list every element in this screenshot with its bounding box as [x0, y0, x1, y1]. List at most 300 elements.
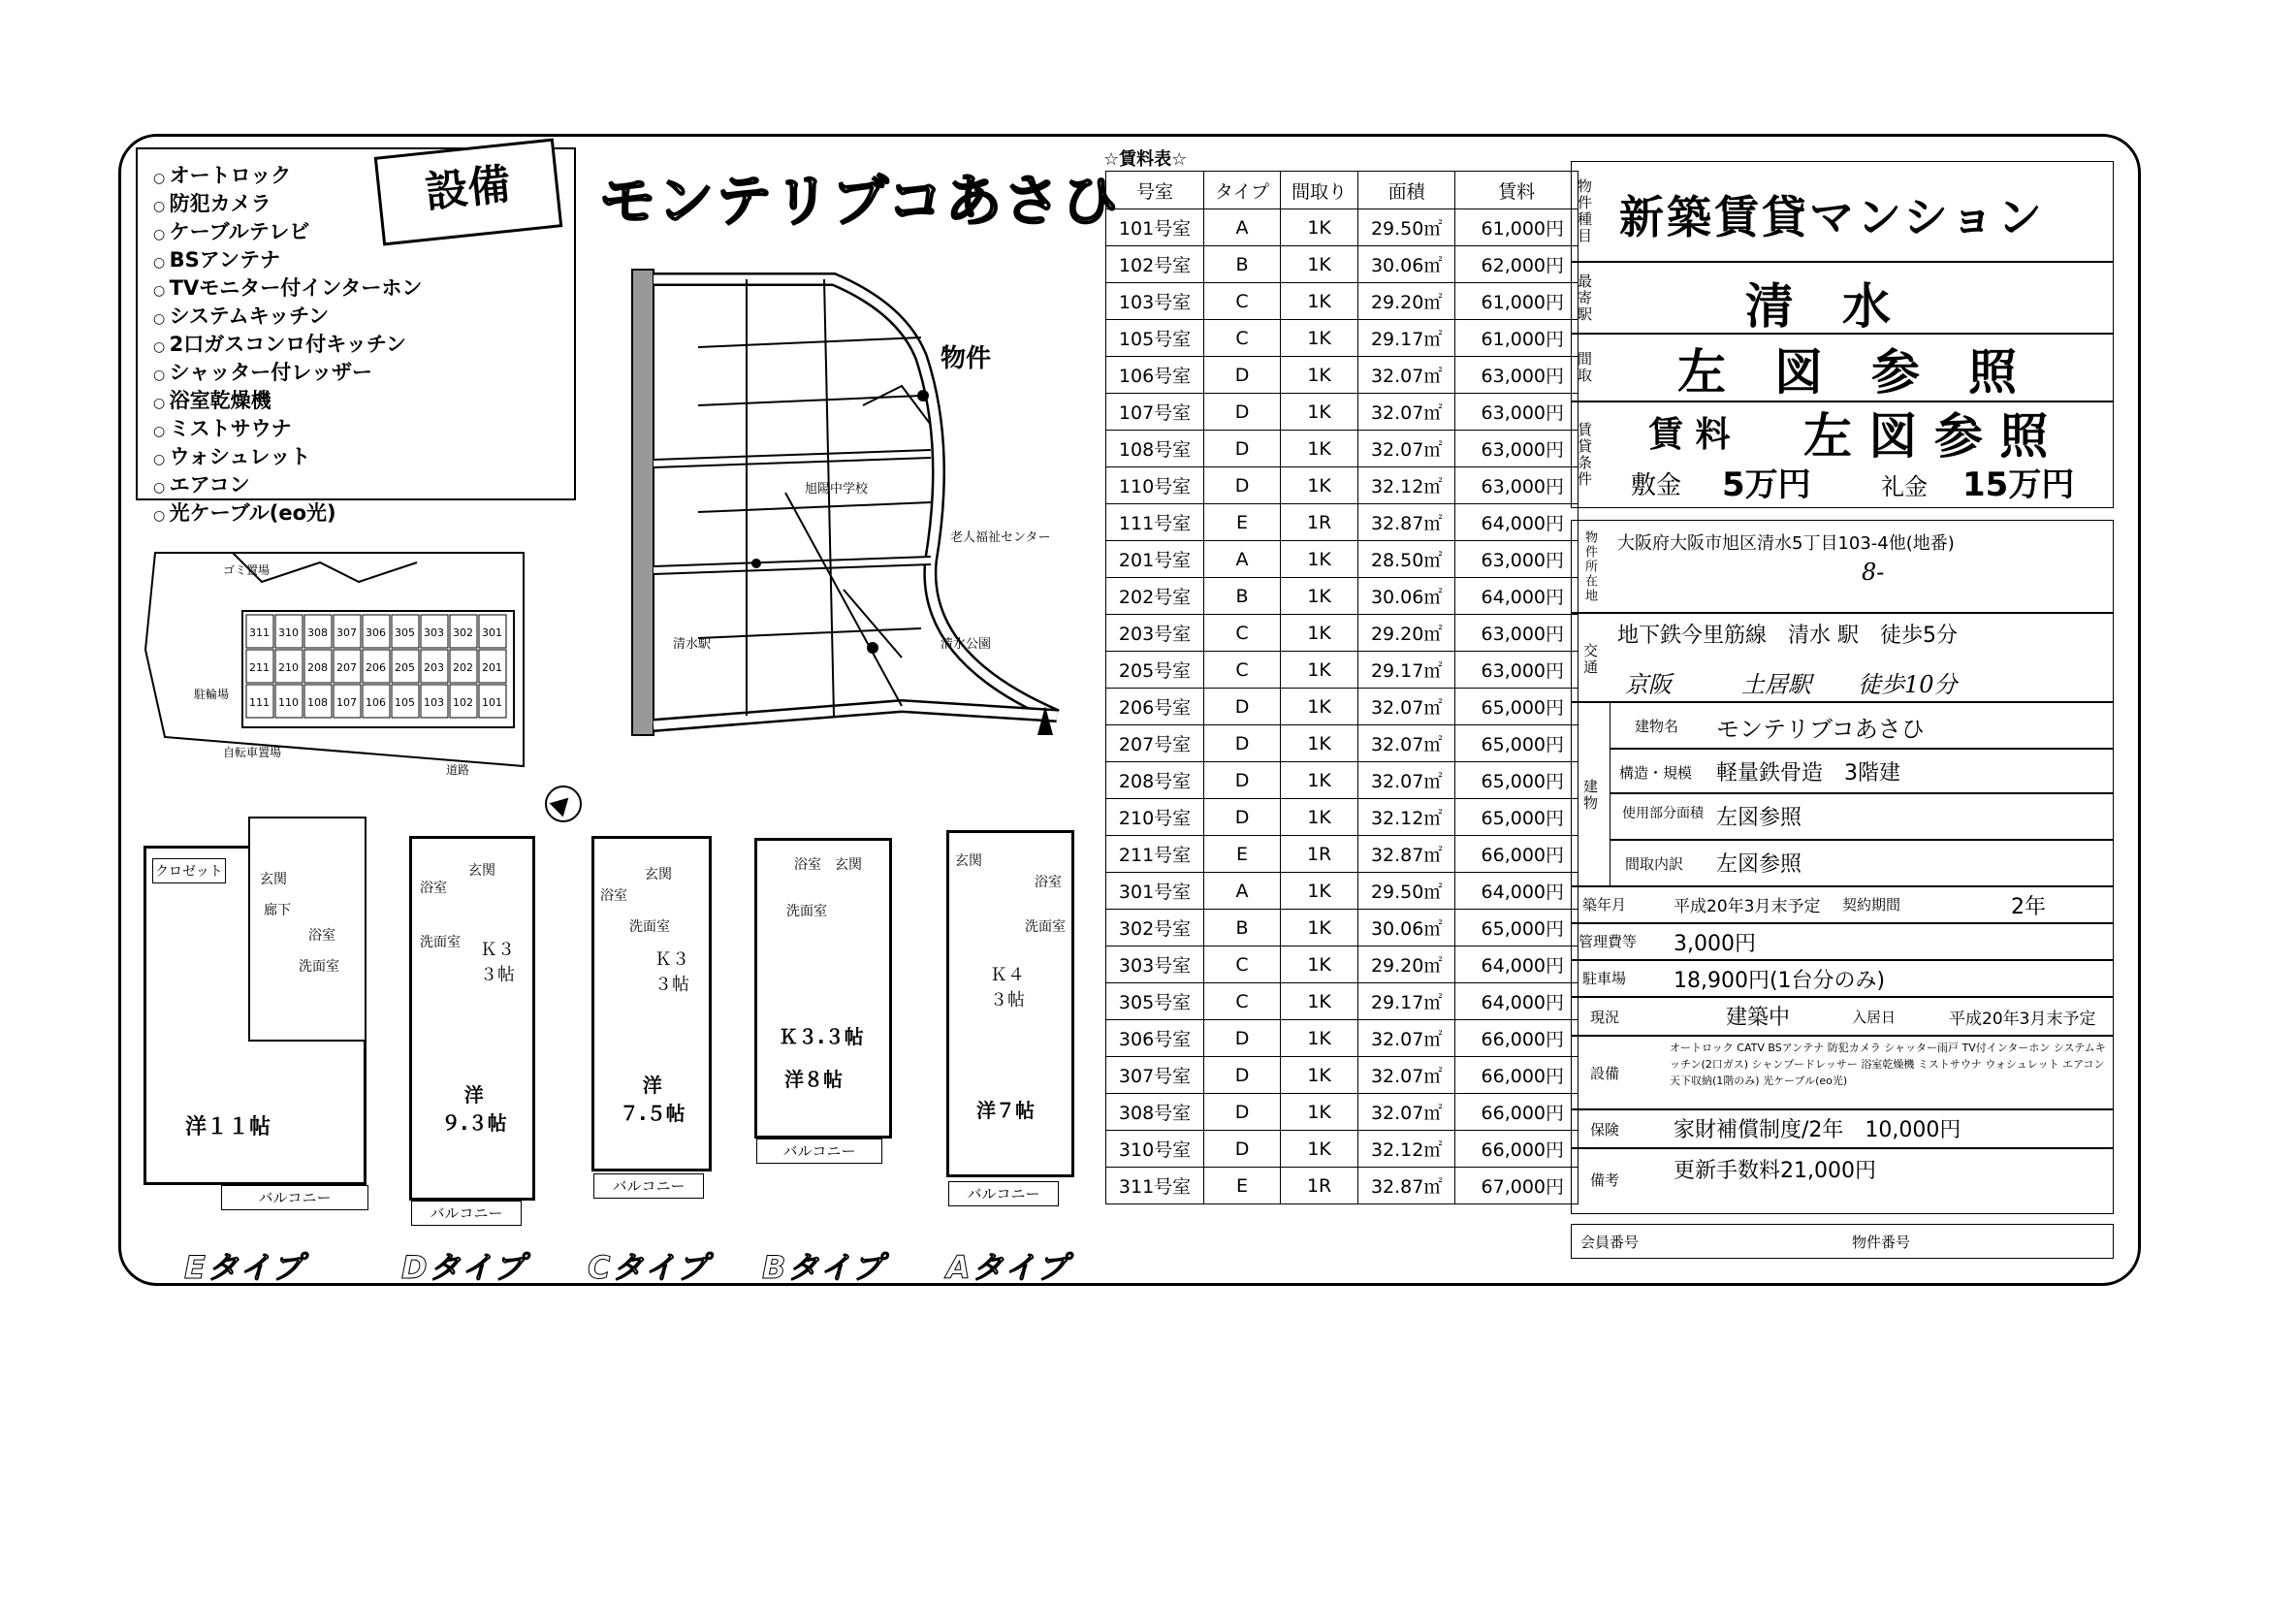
usage-area-label: 使用部分面積: [1622, 806, 1704, 821]
type-label-d: Dタイプ: [401, 1249, 526, 1286]
room-type: C: [1204, 983, 1281, 1020]
room-layout: 1K: [1281, 1094, 1358, 1131]
room-layout: 1K: [1281, 615, 1358, 652]
status-label: 現況: [1590, 1009, 1620, 1026]
layout-label: 間取: [1576, 351, 1593, 384]
access-line1: 地下鉄今里筋線 清水 駅 徒歩5分: [1617, 624, 1958, 648]
room-rent: 62,000円: [1455, 246, 1578, 283]
mgmt-label: 管理費等: [1578, 933, 1638, 950]
room-area: 32.12㎡: [1358, 1131, 1455, 1168]
floorplan-e-wash: 洗面室: [299, 959, 339, 975]
room-number: 211号室: [1106, 836, 1204, 873]
siteplan-unit-number: 306: [366, 626, 386, 639]
room-number: 202号室: [1106, 578, 1204, 615]
room-layout: 1K: [1281, 357, 1358, 394]
room-rent: 65,000円: [1455, 725, 1578, 762]
layout-value: 左 図 参 照: [1677, 344, 2017, 401]
room-area: 30.06㎡: [1358, 578, 1455, 615]
room-layout: 1K: [1281, 799, 1358, 836]
rent-table-header: [1106, 172, 1578, 209]
room-type: D: [1204, 467, 1281, 504]
floorplan-d: [409, 836, 535, 1201]
room-layout: 1K: [1281, 209, 1358, 246]
room-area: 29.50㎡: [1358, 873, 1455, 910]
room-number: 103号室: [1106, 283, 1204, 320]
rent-table-row: [1106, 836, 1578, 873]
siteplan-road-label: 道路: [446, 763, 470, 776]
floorplan-b-kitchen: Ｋ３.３帖: [779, 1025, 864, 1048]
room-rent: 66,000円: [1455, 1131, 1578, 1168]
floorplan-a-entry: 玄関: [955, 853, 982, 869]
address-label: 物件所在地: [1582, 529, 1597, 603]
room-number: 105号室: [1106, 320, 1204, 357]
room-layout: 1K: [1281, 1020, 1358, 1057]
room-layout: 1R: [1281, 1168, 1358, 1204]
rent-table-row: [1106, 246, 1578, 283]
room-number: 306号室: [1106, 1020, 1204, 1057]
key-money-value: 15万円: [1962, 465, 2075, 504]
rent-table-row: [1106, 541, 1578, 578]
room-layout: 1K: [1281, 283, 1358, 320]
rent-table-row: [1106, 615, 1578, 652]
floorplan-a-kitchen: Ｋ４ ３帖: [990, 965, 1025, 1011]
deposit-label: 敷金: [1631, 471, 1682, 500]
room-area: 29.20㎡: [1358, 946, 1455, 983]
room-number: 101号室: [1106, 209, 1204, 246]
room-layout: 1K: [1281, 320, 1358, 357]
built-value: 平成20年3月末予定: [1674, 897, 1821, 916]
siteplan-unit-number: 206: [366, 661, 386, 674]
rent-table-row: [1106, 689, 1578, 725]
room-type: B: [1204, 910, 1281, 946]
building-label: 建物: [1581, 779, 1599, 812]
room-layout: 1K: [1281, 1057, 1358, 1094]
floorplan-a-bath: 浴室: [1035, 875, 1062, 890]
room-number: 311号室: [1106, 1168, 1204, 1204]
siteplan-unit-number: 110: [278, 696, 299, 709]
floorplan-c: [591, 836, 712, 1171]
siteplan-unit-number: 101: [482, 696, 502, 709]
room-rent: 61,000円: [1455, 209, 1578, 246]
contract-value: 2年: [2011, 895, 2046, 919]
room-number: 203号室: [1106, 615, 1204, 652]
room-rent: 63,000円: [1455, 615, 1578, 652]
siteplan-unit-number: 308: [307, 626, 328, 639]
room-rent: 64,000円: [1455, 578, 1578, 615]
kind-label: 物件種目: [1576, 178, 1593, 244]
floorplan-e-main: 洋１１帖: [185, 1115, 271, 1139]
siteplan-unit-number: 305: [395, 626, 415, 639]
rent-table-row: [1106, 652, 1578, 689]
room-type: B: [1204, 246, 1281, 283]
equipment-item: ○ エアコン: [153, 472, 574, 500]
floorplan-e-bath: 浴室: [308, 928, 335, 944]
room-layout: 1K: [1281, 910, 1358, 946]
floorplan-c-bath: 浴室: [600, 888, 627, 904]
room-number: 307号室: [1106, 1057, 1204, 1094]
floorplan-c-wash: 洗面室: [629, 919, 670, 935]
siteplan-bike-label: 駐輪場: [194, 688, 230, 701]
room-area: 32.07㎡: [1358, 357, 1455, 394]
floorplan-b-main: 洋８帖: [784, 1068, 843, 1091]
property-no-label: 物件番号: [1852, 1234, 1911, 1251]
room-rent: 63,000円: [1455, 652, 1578, 689]
room-rent: 65,000円: [1455, 910, 1578, 946]
compass-icon: [545, 786, 582, 822]
rent-table-row: [1106, 357, 1578, 394]
floor-breakdown-label: 間取内訳: [1625, 855, 1684, 873]
siteplan-unit-number: 311: [249, 626, 270, 639]
type-label-a: Aタイプ: [946, 1249, 1070, 1286]
room-layout: 1K: [1281, 467, 1358, 504]
room-area: 29.17㎡: [1358, 320, 1455, 357]
rent-table-row: [1106, 725, 1578, 762]
room-rent: 61,000円: [1455, 283, 1578, 320]
room-rent: 64,000円: [1455, 983, 1578, 1020]
room-area: 30.06㎡: [1358, 910, 1455, 946]
room-type: C: [1204, 283, 1281, 320]
bname-label: 建物名: [1635, 718, 1679, 735]
type-label-e: Eタイプ: [184, 1249, 305, 1286]
floorplan-a: [946, 830, 1074, 1177]
room-rent: 63,000円: [1455, 394, 1578, 431]
siteplan-unit-number: 205: [395, 661, 415, 674]
room-area: 32.07㎡: [1358, 1057, 1455, 1094]
floorplan-e-balcony: バルコニー: [221, 1185, 368, 1210]
move-in-label: 入居日: [1852, 1009, 1897, 1026]
room-rent: 64,000円: [1455, 504, 1578, 541]
room-number: 205号室: [1106, 652, 1204, 689]
rent-table-row: [1106, 320, 1578, 357]
room-layout: 1K: [1281, 946, 1358, 983]
facility-value: オートロック CATV BSアンテナ 防犯カメラ シャッター雨戸 TV付インターホン システムキッチン(2口ガス) シャンプードレッサー 浴室乾燥機 ミストサウナ ウォシュレット エアコン 天下収納(1階のみ) 光ケーブル(eo光): [1670, 1042, 2106, 1087]
insurance-label: 保険: [1590, 1121, 1620, 1139]
header-room: 号室: [1106, 172, 1204, 209]
siteplan-unit-number: 105: [395, 696, 415, 709]
status-value: 建築中: [1726, 1006, 1791, 1030]
room-type: D: [1204, 762, 1281, 799]
room-area: 32.12㎡: [1358, 467, 1455, 504]
floorplan-d-balcony: バルコニー: [411, 1201, 522, 1226]
member-no-label: 会員番号: [1580, 1234, 1640, 1251]
room-rent: 64,000円: [1455, 873, 1578, 910]
room-rent: 63,000円: [1455, 467, 1578, 504]
building-title: モンテリブコあさひ: [599, 168, 1121, 234]
room-number: 201号室: [1106, 541, 1204, 578]
header-area: 面積: [1358, 172, 1455, 209]
equipment-item: ○ TVモニター付インターホン: [153, 275, 574, 304]
equipment-item: ○ 2口ガスコンロ付キッチン: [153, 332, 574, 360]
equipment-item: ○ 防犯カメラ: [153, 191, 574, 219]
equipment-item: ○ シャッター付レッザー: [153, 360, 574, 388]
room-area: 29.17㎡: [1358, 652, 1455, 689]
key-money-label: 礼金: [1881, 473, 1928, 500]
siteplan-unit-number: 203: [424, 661, 444, 674]
header-type: タイプ: [1204, 172, 1281, 209]
floorplan-b-entry: 玄関: [835, 857, 862, 873]
room-layout: 1K: [1281, 983, 1358, 1020]
rent-table-row: [1106, 209, 1578, 246]
floorplan-c-entry: 玄関: [645, 867, 672, 882]
siteplan-unit-number: 201: [482, 661, 502, 674]
room-type: D: [1204, 689, 1281, 725]
nearest-station: 清 水: [1745, 278, 1891, 335]
floorplan-c-main: 洋 ７.５帖: [620, 1074, 686, 1125]
contract-label: 契約期間: [1842, 896, 1901, 914]
room-layout: 1K: [1281, 246, 1358, 283]
room-layout: 1K: [1281, 541, 1358, 578]
floorplan-b-balcony: バルコニー: [756, 1139, 882, 1164]
room-rent: 66,000円: [1455, 836, 1578, 873]
address-value: 大阪府大阪市旭区清水5丁目103-4他(地番): [1617, 533, 1955, 554]
room-rent: 63,000円: [1455, 357, 1578, 394]
rent-table-row: [1106, 1057, 1578, 1094]
room-number: 106号室: [1106, 357, 1204, 394]
floorplan-e-hall: 廊下: [264, 903, 291, 918]
room-rent: 63,000円: [1455, 431, 1578, 467]
siteplan-unit-number: 108: [307, 696, 328, 709]
room-rent: 65,000円: [1455, 799, 1578, 836]
equipment-item: ○ オートロック: [153, 163, 574, 191]
room-layout: 1K: [1281, 762, 1358, 799]
rent-table-caption: ☆賃料表☆: [1103, 149, 1188, 170]
rent-label: 賃 料: [1648, 415, 1731, 455]
map-station-label: 清水駅: [673, 637, 712, 652]
structure-value: 軽量鉄骨造 3階建: [1716, 761, 1900, 786]
site-plan: [126, 543, 553, 776]
room-number: 302号室: [1106, 910, 1204, 946]
rent-table-row: [1106, 578, 1578, 615]
room-area: 32.87㎡: [1358, 836, 1455, 873]
room-layout: 1K: [1281, 1131, 1358, 1168]
floorplan-c-kitchen: Ｋ３ ３帖: [654, 949, 689, 995]
room-area: 32.07㎡: [1358, 1094, 1455, 1131]
map-center-label: 老人福祉センター: [950, 530, 1051, 545]
map-park-label: 清水公園: [941, 637, 992, 652]
parking-value: 18,900円(1台分のみ): [1674, 969, 1886, 993]
rent-table-row: [1106, 946, 1578, 983]
room-type: E: [1204, 1168, 1281, 1204]
building-name: モンテリブコあさひ: [1716, 716, 1925, 743]
room-area: 32.07㎡: [1358, 725, 1455, 762]
room-number: 208号室: [1106, 762, 1204, 799]
room-number: 210号室: [1106, 799, 1204, 836]
rent-table-row: [1106, 1131, 1578, 1168]
floorplan-b-wash: 洗面室: [786, 904, 827, 919]
room-number: 207号室: [1106, 725, 1204, 762]
room-number: 107号室: [1106, 394, 1204, 431]
room-area: 32.87㎡: [1358, 1168, 1455, 1204]
room-area: 32.12㎡: [1358, 799, 1455, 836]
equipment-item: ○ ミストサウナ: [153, 416, 574, 444]
room-number: 303号室: [1106, 946, 1204, 983]
room-type: D: [1204, 431, 1281, 467]
map-school-label: 旭陽中学校: [805, 482, 869, 497]
room-number: 206号室: [1106, 689, 1204, 725]
rent-table-row: [1106, 1168, 1578, 1204]
room-type: E: [1204, 836, 1281, 873]
room-type: B: [1204, 578, 1281, 615]
remarks-label: 備考: [1590, 1171, 1620, 1189]
equipment-item: ○ 浴室乾燥機: [153, 388, 574, 416]
siteplan-unit-number: 208: [307, 661, 328, 674]
mgmt-value: 3,000円: [1674, 932, 1756, 956]
equipment-item: ○ ウォシュレット: [153, 444, 574, 472]
floorplan-a-balcony: バルコニー: [948, 1181, 1059, 1206]
rent-table-row: [1106, 873, 1578, 910]
room-area: 32.07㎡: [1358, 762, 1455, 799]
facility-label: 設備: [1590, 1065, 1620, 1082]
room-area: 29.20㎡: [1358, 615, 1455, 652]
siteplan-unit-number: 310: [278, 626, 299, 639]
room-layout: 1K: [1281, 725, 1358, 762]
rent-table-row: [1106, 983, 1578, 1020]
rent-table-row: [1106, 1020, 1578, 1057]
room-type: A: [1204, 873, 1281, 910]
room-rent: 65,000円: [1455, 762, 1578, 799]
room-area: 32.87㎡: [1358, 504, 1455, 541]
rent-table-row: [1106, 467, 1578, 504]
floorplan-c-balcony: バルコニー: [593, 1173, 704, 1199]
siteplan-parking-label: 自転車置場: [223, 746, 282, 759]
room-type: C: [1204, 946, 1281, 983]
room-type: E: [1204, 504, 1281, 541]
map-property-label: 物件: [941, 344, 992, 373]
station-label: 最寄駅: [1576, 273, 1593, 323]
location-map: [611, 250, 1076, 754]
room-type: D: [1204, 799, 1281, 836]
room-number: 310号室: [1106, 1131, 1204, 1168]
siteplan-unit-number: 106: [366, 696, 386, 709]
siteplan-unit-number: 302: [453, 626, 473, 639]
room-type: C: [1204, 615, 1281, 652]
floorplan-e-entry: 玄関: [260, 872, 287, 887]
room-type: A: [1204, 541, 1281, 578]
terms-label: 賃貸条件: [1576, 422, 1593, 488]
room-area: 32.07㎡: [1358, 689, 1455, 725]
room-layout: 1R: [1281, 836, 1358, 873]
equipment-item: ○ BSアンテナ: [153, 247, 574, 275]
room-type: D: [1204, 1131, 1281, 1168]
rent-table-row: [1106, 910, 1578, 946]
remarks-value: 更新手数料21,000円: [1674, 1159, 1876, 1183]
siteplan-unit-number: 301: [482, 626, 502, 639]
room-area: 29.20㎡: [1358, 283, 1455, 320]
access-line2-handwritten: 京阪 土居駅 徒歩10分: [1625, 671, 1958, 698]
address-note: 8-: [1862, 559, 1885, 586]
equipment-item: ○ 光ケーブル(eo光): [153, 500, 574, 529]
floorplan-d-kitchen: Ｋ３ ３帖: [480, 940, 515, 985]
room-area: 32.07㎡: [1358, 431, 1455, 467]
floorplan-b-bath: 浴室: [794, 857, 821, 873]
siteplan-unit-number: 207: [336, 661, 357, 674]
room-rent: 63,000円: [1455, 541, 1578, 578]
header-layout: 間取り: [1281, 172, 1358, 209]
room-type: D: [1204, 725, 1281, 762]
room-number: 102号室: [1106, 246, 1204, 283]
room-area: 29.50㎡: [1358, 209, 1455, 246]
equipment-item: ○ システムキッチン: [153, 304, 574, 332]
siteplan-unit-number: 307: [336, 626, 357, 639]
usage-area-value: 左図参照: [1716, 806, 1802, 830]
rent-table-row: [1106, 283, 1578, 320]
room-number: 108号室: [1106, 431, 1204, 467]
floorplan-a-main: 洋７帖: [976, 1099, 1035, 1122]
built-label: 築年月: [1582, 896, 1627, 914]
room-type: D: [1204, 1094, 1281, 1131]
room-type: D: [1204, 1020, 1281, 1057]
room-rent: 64,000円: [1455, 946, 1578, 983]
move-in-value: 平成20年3月末予定: [1949, 1010, 2096, 1029]
room-number: 305号室: [1106, 983, 1204, 1020]
room-type: A: [1204, 209, 1281, 246]
rent-table-row: [1106, 431, 1578, 467]
room-number: 301号室: [1106, 873, 1204, 910]
floorplan-d-main: 洋 ９.３帖: [441, 1083, 507, 1135]
parking-label: 駐車場: [1582, 970, 1627, 987]
room-rent: 66,000円: [1455, 1057, 1578, 1094]
siteplan-unit-number: 303: [424, 626, 444, 639]
structure-label: 構造・規模: [1619, 764, 1693, 782]
floor-breakdown-value: 左図参照: [1716, 852, 1802, 877]
room-rent: 61,000円: [1455, 320, 1578, 357]
rent-table-row: [1106, 394, 1578, 431]
room-number: 110号室: [1106, 467, 1204, 504]
room-rent: 66,000円: [1455, 1020, 1578, 1057]
room-rent: 66,000円: [1455, 1094, 1578, 1131]
rent-table-row: [1106, 504, 1578, 541]
siteplan-unit-number: 111: [249, 696, 270, 709]
room-layout: 1R: [1281, 504, 1358, 541]
room-layout: 1K: [1281, 689, 1358, 725]
siteplan-garbage-label: ゴミ置場: [223, 563, 271, 577]
rent-table: [1105, 171, 1578, 1204]
siteplan-unit-number: 210: [278, 661, 299, 674]
room-layout: 1K: [1281, 652, 1358, 689]
floorplan-a-wash: 洗面室: [1025, 919, 1066, 935]
access-label: 交通: [1581, 643, 1599, 676]
room-area: 30.06㎡: [1358, 246, 1455, 283]
rent-table-row: [1106, 1094, 1578, 1131]
floorplan-b: [754, 838, 892, 1139]
room-number: 111号室: [1106, 504, 1204, 541]
siteplan-unit-number: 211: [249, 661, 270, 674]
siteplan-unit-number: 103: [424, 696, 444, 709]
floorplan-d-bath: 浴室: [420, 881, 447, 896]
room-layout: 1K: [1281, 873, 1358, 910]
room-rent: 67,000円: [1455, 1168, 1578, 1204]
room-layout: 1K: [1281, 394, 1358, 431]
room-layout: 1K: [1281, 578, 1358, 615]
rent-table-row: [1106, 762, 1578, 799]
insurance-value: 家財補償制度/2年 10,000円: [1674, 1118, 1961, 1142]
rent-table-row: [1106, 799, 1578, 836]
equipment-item: ○ ケーブルテレビ: [153, 219, 574, 247]
floorplan-d-wash: 洗面室: [420, 935, 461, 950]
property-kind: 新築賃貸マンション: [1619, 191, 2045, 243]
room-type: D: [1204, 394, 1281, 431]
room-type: C: [1204, 652, 1281, 689]
floorplan-e-closet: クロゼット: [152, 858, 226, 883]
room-area: 32.07㎡: [1358, 394, 1455, 431]
siteplan-unit-number: 107: [336, 696, 357, 709]
deposit-value: 5万円: [1722, 465, 1811, 504]
type-label-b: Bタイプ: [762, 1249, 885, 1286]
floorplan-d-entry: 玄関: [468, 863, 495, 879]
equipment-tag: 設備: [374, 139, 563, 246]
room-area: 29.17㎡: [1358, 983, 1455, 1020]
rent-value: 左 図 参 照: [1803, 408, 2049, 465]
